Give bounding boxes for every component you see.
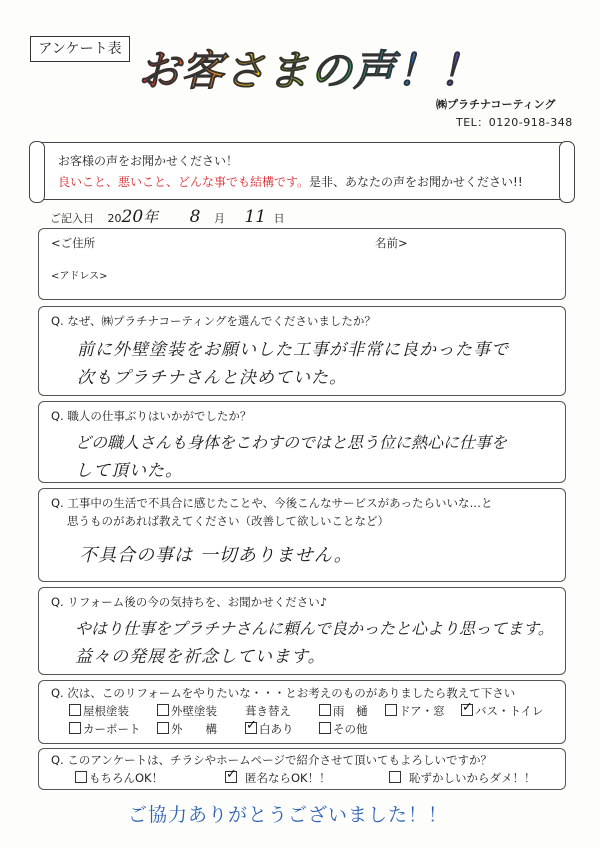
checkbox-anonymous-ok[interactable] (225, 771, 237, 783)
checkbox-exterior[interactable] (157, 722, 169, 734)
option-carport[interactable]: カーポート (69, 721, 141, 737)
question-4-box (38, 587, 566, 675)
date-label: ご記入日 (50, 212, 94, 225)
option-wall-paint[interactable]: 外壁塗装 (157, 703, 217, 719)
phone-number: TEL：0120-918-348 (456, 116, 573, 129)
question-6: Q. このアンケートは、チラシやホームページで紹介させて頂いてもよろしいですか？ (51, 753, 492, 767)
option-gutter[interactable]: 雨 樋 (319, 703, 368, 719)
option-exterior[interactable]: 外 構 (157, 721, 217, 737)
question-5: Q. 次は、このリフォームをやりたいな・・・とお考えのものがありましたら教えて下さい (51, 686, 516, 700)
option-reroof[interactable]: 葺き替え (245, 704, 291, 718)
answer-2-line-1: どの職人さんも身体をこわすのではと思う位に熱心に仕事を (75, 433, 508, 452)
answer-1-line-1: 前に外壁塗装をお願いした工事が非常に良かった事で (77, 340, 509, 360)
date-month-unit: 月 (213, 212, 225, 225)
scroll-curl-right (559, 141, 575, 203)
address-label: <ご住所 (51, 236, 96, 250)
question-3-box (38, 488, 566, 582)
intro-line-1: お客様の声をお聞かせください！ (58, 154, 239, 168)
option-door-window[interactable]: ドア・窓 (385, 703, 445, 719)
question-5-box (38, 680, 566, 744)
question-2-box (38, 401, 566, 483)
name-label: 名前> (375, 236, 408, 250)
checkbox-bath-toilet[interactable] (461, 704, 473, 716)
intro-line-2 (58, 173, 523, 190)
date-era: 20 (107, 212, 122, 225)
checkbox-roof-paint[interactable] (69, 704, 81, 716)
answer-4-line-2: 益々の発展を祈念しています。 (75, 647, 326, 667)
option-anonymous-ok[interactable]: ✓ 匿名ならOK！！ (225, 770, 331, 786)
answer-3-line-1: 不具合の事は 一切ありません。 (79, 545, 353, 566)
date-month: 8 (189, 207, 201, 227)
thanks-message: ご協力ありがとうございました！！ (128, 804, 449, 826)
entry-date (50, 206, 285, 227)
option-termite[interactable]: ✓ 白あり (245, 721, 294, 737)
date-day: 11 (244, 207, 267, 227)
checkbox-gutter[interactable] (319, 704, 331, 716)
company-name: ㈱プラチナコーティング (436, 98, 556, 111)
question-3-line-2: 思うものがあれば教えてください（改善して欲しいことなど） (67, 514, 389, 528)
option-other[interactable]: その他 (319, 721, 368, 737)
page-title: お客さまの声！！ (138, 38, 482, 98)
scroll-curl-left (29, 141, 45, 203)
intro-banner (38, 142, 566, 200)
option-bath-toilet[interactable]: ✓ バス・トイレ (461, 703, 543, 719)
date-day-unit: 日 (273, 212, 285, 225)
question-4: Q. リフォーム後の今の気持ちを、お聞かせください♪ (51, 595, 328, 609)
question-6-box (38, 748, 566, 790)
intro-rest: 是非、あなたの声をお聞かせください!! (309, 175, 523, 189)
form-badge: アンケート表 (30, 36, 130, 62)
option-no[interactable]: 恥ずかしいからダメ！！ (389, 770, 536, 786)
checkbox-carport[interactable] (69, 722, 81, 734)
checkbox-termite[interactable] (245, 722, 257, 734)
option-ok[interactable]: もちろんOK！ (75, 770, 163, 786)
question-3-line-1: Q. 工事中の生活で不具合に感じたことや、今後こんなサービスがあったらいいな…と (51, 496, 493, 510)
question-2: Q. 職人の仕事ぶりはいかがでしたか？ (51, 409, 252, 423)
date-year: 20 (121, 207, 144, 227)
checkbox-ok[interactable] (75, 771, 87, 783)
question-1: Q. なぜ、㈱プラチナコーティングを選んでくださいましたか？ (51, 314, 376, 328)
date-year-unit: 年 (143, 208, 159, 226)
checkbox-other[interactable] (319, 722, 331, 734)
address-box (38, 228, 566, 300)
answer-4-line-1: やはり仕事をプラチナさんに頼んで良かったと心より思ってます。 (75, 619, 554, 638)
answer-2-line-2: して頂いた。 (75, 461, 183, 481)
answer-1-line-2: 次もプラチナさんと決めていた。 (77, 368, 347, 388)
option-roof-paint[interactable]: 屋根塗装 (69, 703, 129, 719)
address2-label: <アドレス> (51, 271, 108, 282)
checkbox-door-window[interactable] (385, 704, 397, 716)
intro-highlight: 良いこと、悪いこと、どんな事でも結構です。 (58, 175, 310, 189)
question-1-box (38, 306, 566, 396)
checkbox-wall-paint[interactable] (157, 704, 169, 716)
checkbox-no[interactable] (389, 771, 401, 783)
